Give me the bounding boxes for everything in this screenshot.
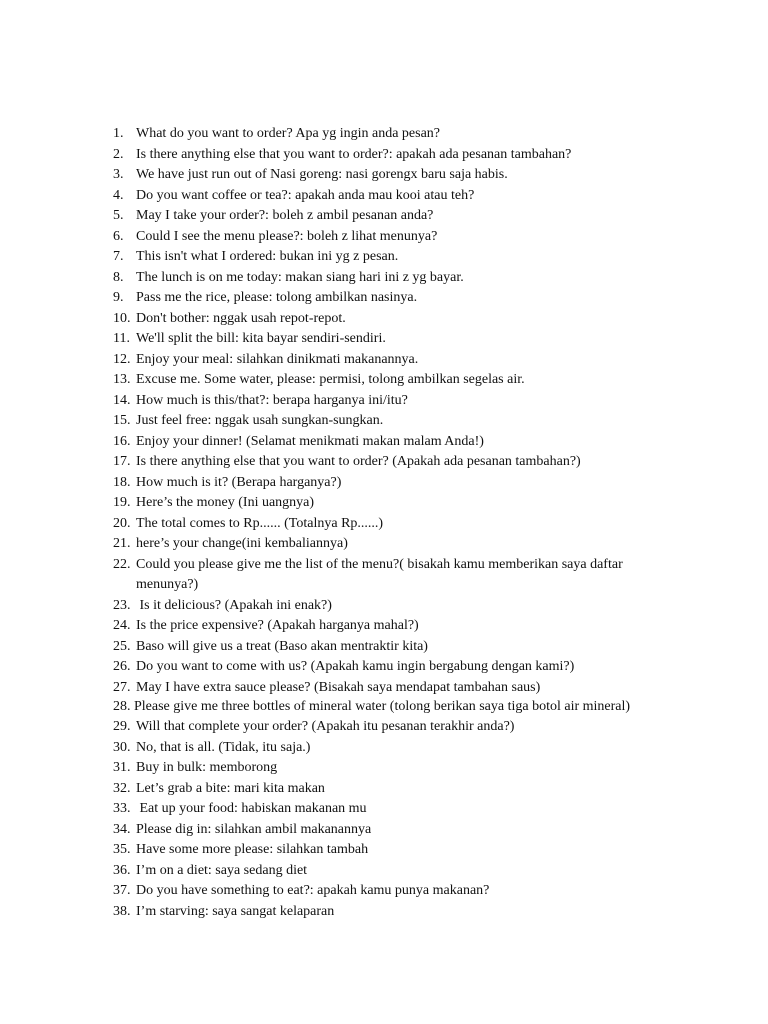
item-text: What do you want to order? Apa yg ingin anda pesan?: [136, 126, 441, 141]
item-text: Eat up your food: habiskan makanan mu: [136, 801, 367, 816]
list-item: [113, 678, 653, 699]
item-number: 6.: [113, 228, 124, 244]
item-number: 27.: [113, 679, 131, 695]
list-item: [113, 758, 653, 779]
list-item: [113, 227, 653, 248]
item-text: Just feel free: nggak usah sungkan-sungkan.: [136, 413, 384, 428]
list-item: [113, 902, 653, 923]
item-number: 38.: [113, 903, 131, 919]
list-item: [113, 555, 653, 596]
list-item: [113, 637, 653, 658]
item-number: 17.: [113, 454, 131, 469]
item-number: 22.: [113, 556, 131, 572]
item-text: Is the price expensive? (Apakah harganya mahal?): [136, 618, 419, 633]
item-number: 29.: [113, 719, 131, 734]
item-text: Enjoy your dinner! (Selamat menikmati makan malam Anda!): [136, 433, 484, 449]
item-text: This isn't what I ordered: bukan ini yg z pesan.: [136, 249, 399, 264]
list-item: [113, 473, 653, 494]
list-item: [113, 206, 653, 227]
item-number: 11.: [113, 331, 130, 346]
list-item: [113, 881, 653, 902]
item-text: Enjoy your meal: silahkan dinikmati makanannya.: [136, 351, 419, 367]
item-number: 21.: [113, 536, 131, 551]
list-item: [113, 288, 653, 309]
item-number: 15.: [113, 413, 131, 428]
list-item: [113, 799, 653, 820]
item-number: 7.: [113, 249, 124, 264]
list-item: [113, 186, 653, 207]
item-text: Here’s the money (Ini uangnya): [136, 495, 315, 510]
item-text: Will that complete your order? (Apakah itu pesanan terakhir anda?): [136, 719, 515, 734]
item-text: The lunch is on me today: makan siang hari ini z yg bayar.: [136, 269, 464, 285]
item-text: Buy in bulk: memborong: [136, 760, 278, 775]
list-item: [113, 411, 653, 432]
item-text: No, that is all. (Tidak, itu saja.): [136, 739, 311, 755]
list-item: [113, 738, 653, 759]
item-text: The total comes to Rp...... (Totalnya Rp......): [136, 515, 384, 531]
item-number: 26.: [113, 659, 131, 674]
item-text: Is there anything else that you want to order? (Apakah ada pesanan tambahan?): [136, 454, 581, 469]
list-item: [113, 370, 653, 391]
list-item: [113, 391, 653, 412]
item-text: May I have extra sauce please? (Bisakah saya mendapat tambahan saus): [136, 679, 541, 695]
item-text: Excuse me. Some water, please: permisi, tolong ambilkan segelas air.: [136, 372, 525, 387]
list-item: [113, 657, 653, 678]
item-number: 36.: [113, 862, 131, 878]
item-number: 3.: [113, 167, 124, 182]
list-item: [113, 124, 653, 145]
item-number: 10.: [113, 310, 131, 326]
item-number: 8.: [113, 269, 124, 285]
item-number: 25.: [113, 638, 131, 654]
list-item: [113, 452, 653, 473]
list-item: [113, 698, 633, 717]
item-text: Please dig in: silahkan ambil makanannya: [136, 821, 372, 837]
item-text: here’s your change(ini kembaliannya): [136, 536, 348, 551]
item-text: Do you want to come with us? (Apakah kamu ingin bergabung dengan kami?): [136, 659, 575, 674]
list-item: [113, 309, 653, 330]
item-number: 12.: [113, 351, 131, 367]
list-item: [113, 247, 653, 268]
item-number: 35.: [113, 842, 131, 857]
item-number: 2.: [113, 146, 124, 162]
item-text: Is it delicious? (Apakah ini enak?): [136, 597, 332, 613]
list-item: [113, 329, 653, 350]
item-text: How much is this/that?: berapa harganya ini/itu?: [136, 392, 408, 408]
list-item: [113, 165, 653, 186]
item-number: 14.: [113, 392, 131, 408]
item-text: We have just run out of Nasi goreng: nasi gorengx baru saja habis.: [136, 167, 508, 182]
item-text: Do you want coffee or tea?: apakah anda mau kooi atau teh?: [136, 187, 475, 203]
item-number: 19.: [113, 495, 131, 510]
item-text: Do you have something to eat?: apakah kamu punya makanan?: [136, 883, 490, 898]
item-text: How much is it? (Berapa harganya?): [136, 474, 342, 490]
item-text: Please give me three bottles of mineral water (tolong berikan saya tiga botol air mineral): [134, 699, 631, 714]
item-number: 31.: [113, 760, 131, 775]
item-number: 5.: [113, 208, 124, 223]
item-number: 18.: [113, 474, 131, 490]
item-number: 33.: [113, 801, 131, 816]
item-text: Could I see the menu please?: boleh z lihat menunya?: [136, 228, 438, 244]
list-item: [113, 717, 653, 738]
list-item: [113, 820, 653, 841]
phrase-list: [113, 124, 653, 922]
item-text: Let’s grab a bite: mari kita makan: [136, 780, 325, 796]
list-item: [113, 350, 653, 371]
list-item: [113, 861, 653, 882]
list-item: [113, 616, 653, 637]
item-number: 34.: [113, 821, 131, 837]
list-item: [113, 840, 653, 861]
list-item: [113, 268, 653, 289]
list-item: [113, 493, 653, 514]
item-text: I’m on a diet: saya sedang diet: [136, 862, 308, 878]
item-text: Could you please give me the list of the menu?( bisakah kamu memberikan saya daftar menunya?): [136, 556, 623, 592]
list-item: [113, 514, 653, 535]
item-number: 9.: [113, 290, 124, 305]
item-number: 4.: [113, 187, 124, 203]
item-text: Is there anything else that you want to order?: apakah ada pesanan tambahan?: [136, 146, 572, 162]
item-number: 20.: [113, 515, 131, 531]
list-item: [113, 534, 653, 555]
item-number: 32.: [113, 780, 131, 796]
item-number: 30.: [113, 739, 131, 755]
item-number: 24.: [113, 618, 131, 633]
item-text: Have some more please: silahkan tambah: [136, 842, 369, 857]
item-number: 13.: [113, 372, 131, 387]
item-number: 23.: [113, 597, 131, 613]
item-text: May I take your order?: boleh z ambil pesanan anda?: [136, 208, 434, 223]
item-number: 37.: [113, 883, 131, 898]
list-item: [113, 432, 653, 453]
item-number: 28.: [113, 699, 131, 714]
item-text: Don't bother: nggak usah repot-repot.: [136, 310, 346, 326]
item-number: 1.: [113, 126, 124, 141]
item-text: I’m starving: saya sangat kelaparan: [136, 903, 335, 919]
list-item: [113, 596, 653, 617]
item-number: 16.: [113, 433, 131, 449]
item-text: We'll split the bill: kita bayar sendiri-sendiri.: [136, 331, 386, 346]
list-item: [113, 145, 653, 166]
item-text: Pass me the rice, please: tolong ambilkan nasinya.: [136, 290, 418, 305]
list-item: [113, 779, 653, 800]
item-text: Baso will give us a treat (Baso akan mentraktir kita): [136, 638, 428, 654]
